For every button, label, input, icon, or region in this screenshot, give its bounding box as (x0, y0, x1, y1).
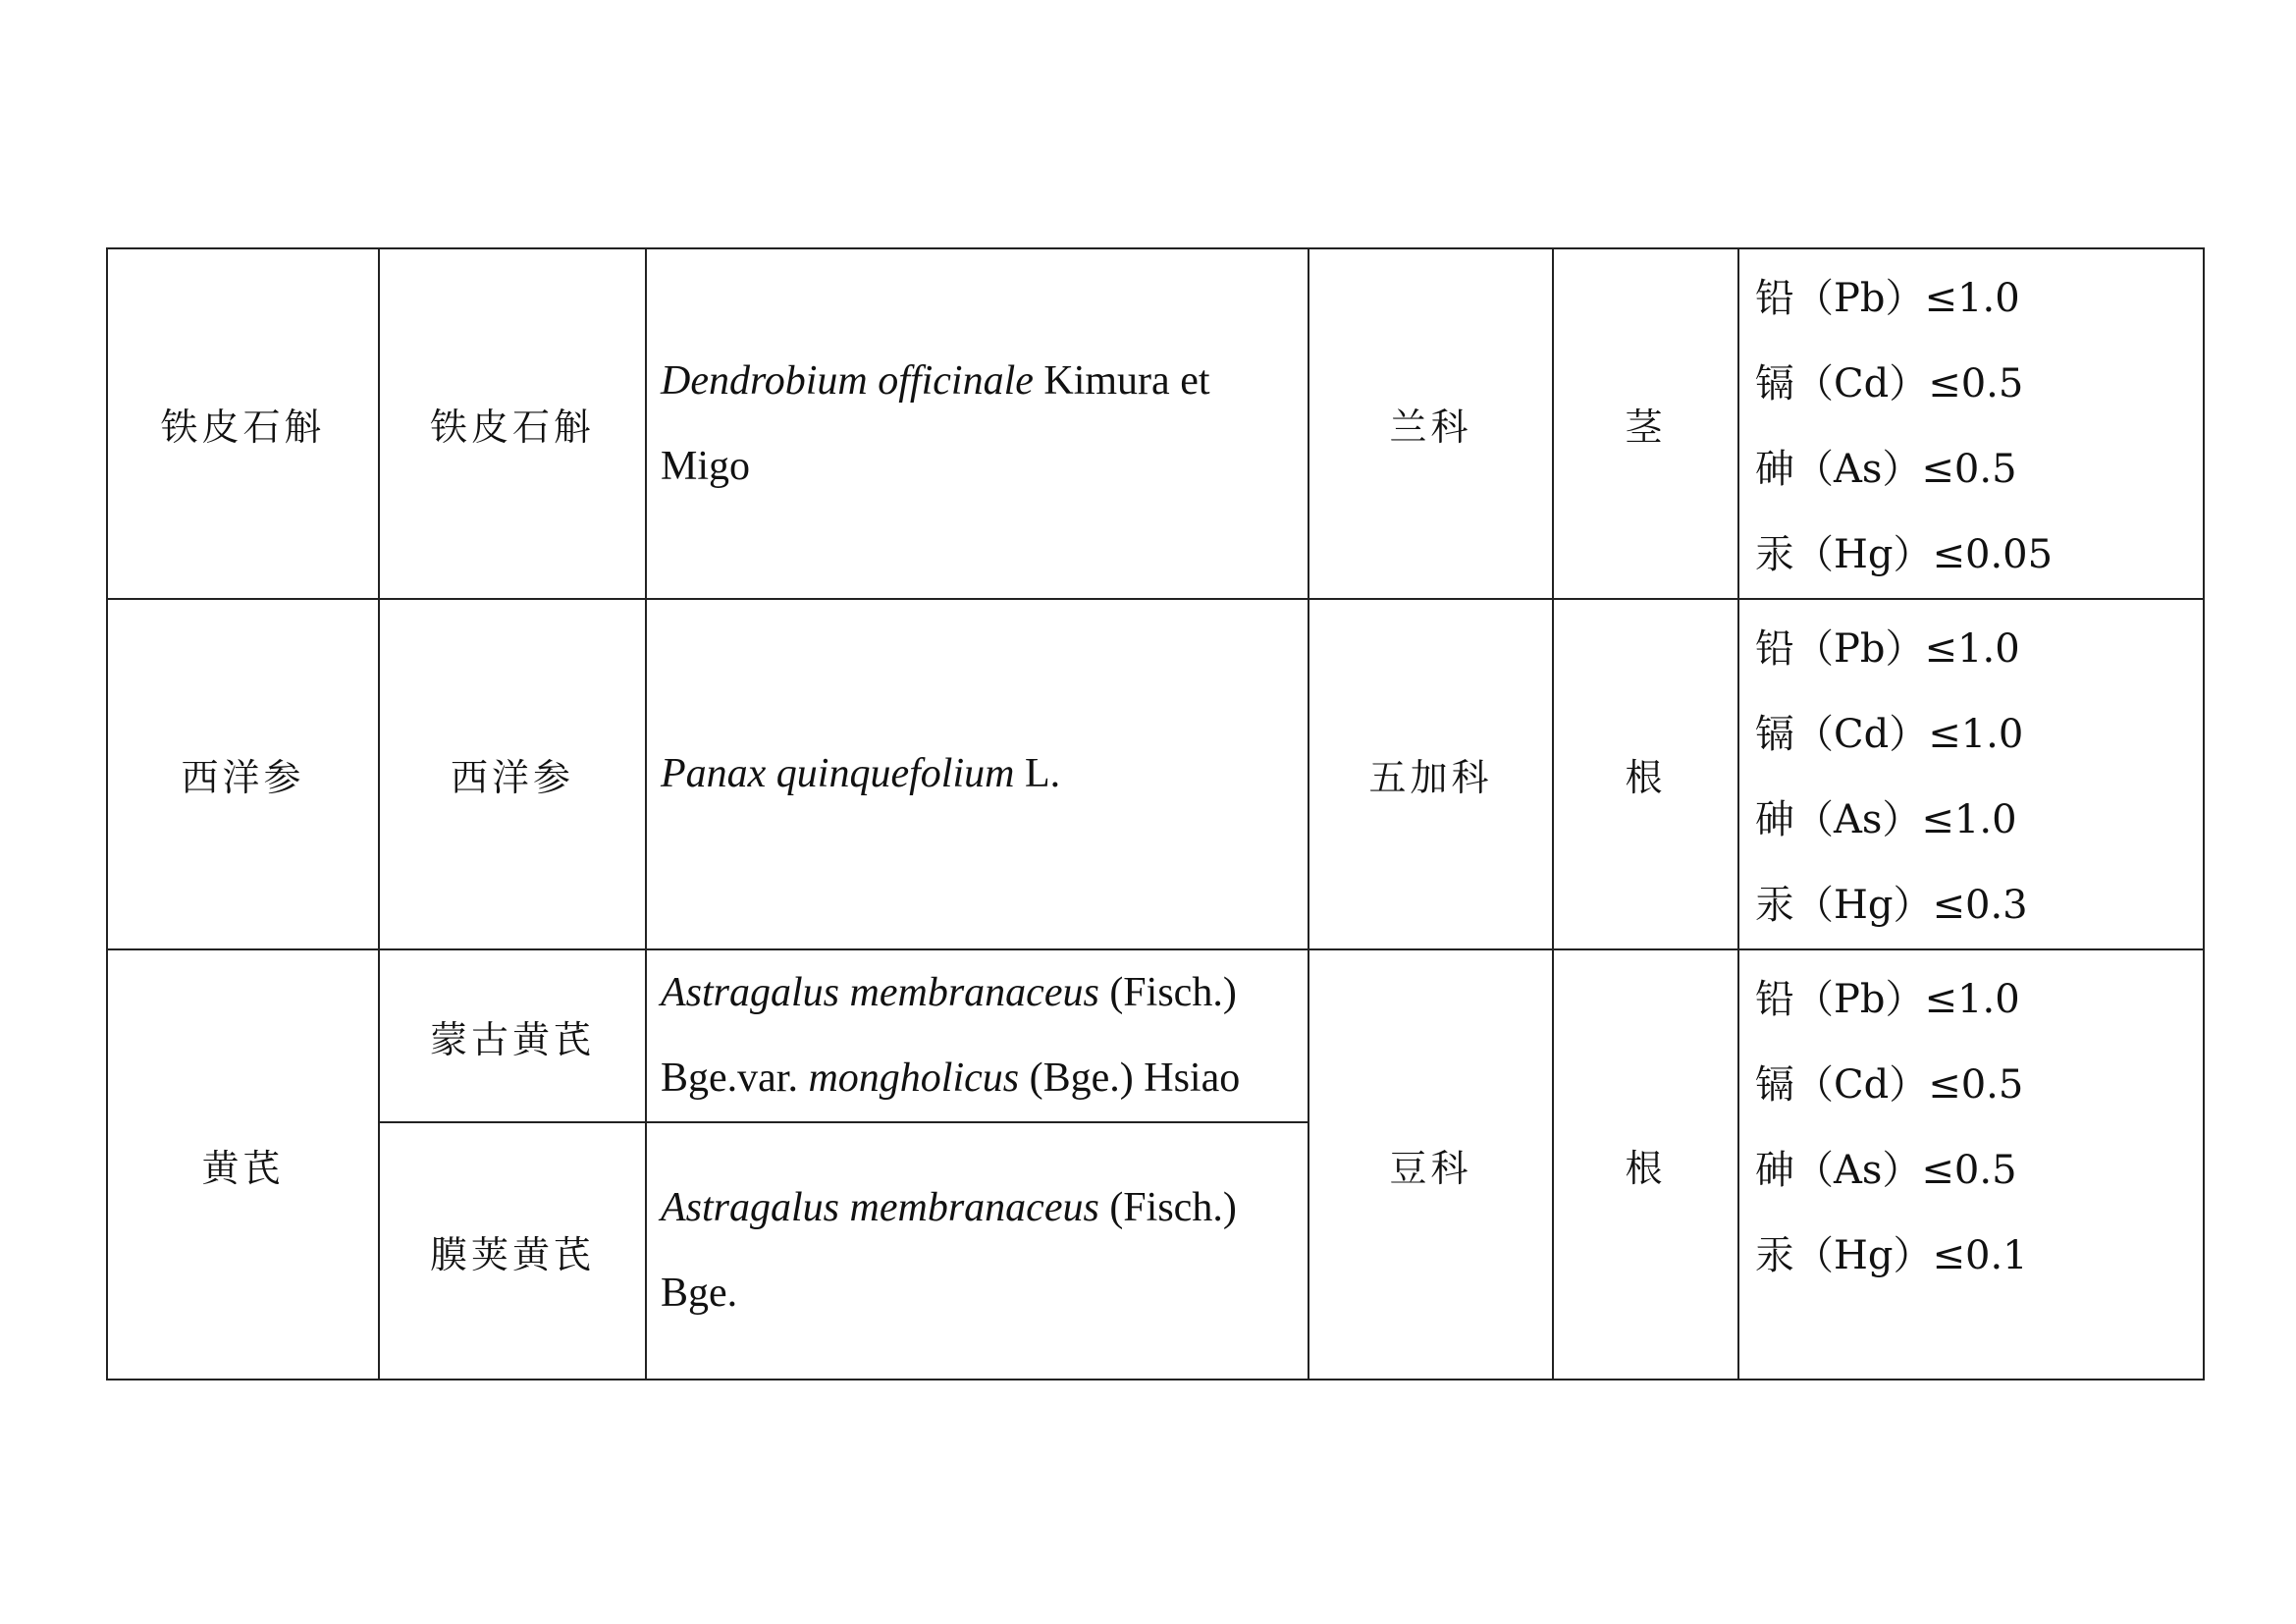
species-name-cell: 西洋参 (379, 599, 646, 949)
latin-genus-species: Panax quinquefolium (661, 751, 1015, 796)
table-row (107, 599, 2204, 949)
table-row (107, 949, 2204, 1122)
latin-author: (Fisch.) Bge. (661, 1185, 1237, 1316)
latin-variety: mongholicus (808, 1056, 1020, 1101)
common-name-cell: 铁皮石斛 (107, 248, 379, 599)
limit-lead: 铅（Pb）≤1.0 (1755, 276, 2020, 321)
limit-lead: 铅（Pb）≤1.0 (1755, 977, 2020, 1022)
heavy-metal-limits-cell (1738, 599, 2204, 949)
species-name-cell: 膜荚黄芪 (379, 1122, 646, 1380)
latin-genus-species: Astragalus membranaceus (661, 1185, 1099, 1230)
limit-mercury: 汞（Hg）≤0.3 (1755, 883, 2028, 928)
family-cell: 豆科 (1308, 949, 1553, 1380)
species-name-cell: 蒙古黄芪 (379, 949, 646, 1122)
limit-mercury: 汞（Hg）≤0.05 (1755, 532, 2054, 577)
common-name-cell: 西洋参 (107, 599, 379, 949)
medicinal-part-cell: 根 (1553, 949, 1738, 1380)
latin-author: Kimura et Migo (661, 357, 1210, 489)
latin-genus-species: Dendrobium officinale (661, 357, 1034, 404)
limit-mercury: 汞（Hg）≤0.1 (1755, 1233, 2028, 1278)
limit-cadmium: 镉（Cd）≤1.0 (1755, 712, 2024, 757)
common-name-cell: 黄芪 (107, 949, 379, 1380)
latin-genus-species: Astragalus membranaceus (661, 970, 1099, 1015)
species-name-cell: 铁皮石斛 (379, 248, 646, 599)
latin-name-cell (646, 599, 1308, 949)
limit-arsenic: 砷（As）≤0.5 (1755, 1148, 2017, 1193)
limit-arsenic: 砷（As）≤0.5 (1755, 447, 2017, 492)
latin-name-cell (646, 248, 1308, 599)
heavy-metal-limits-cell (1738, 248, 2204, 599)
latin-variety-author: (Bge.) Hsiao (1019, 1056, 1241, 1101)
latin-author: (Fisch.) (1098, 970, 1237, 1015)
limit-cadmium: 镉（Cd）≤0.5 (1755, 361, 2024, 406)
family-cell: 五加科 (1308, 599, 1553, 949)
limit-lead: 铅（Pb）≤1.0 (1755, 626, 2020, 672)
family-cell: 兰科 (1308, 248, 1553, 599)
herb-heavy-metal-table (106, 247, 2205, 1380)
limit-arsenic: 砷（As）≤1.0 (1755, 797, 2017, 842)
latin-name-cell (646, 1122, 1308, 1380)
medicinal-part-cell: 茎 (1553, 248, 1738, 599)
limit-cadmium: 镉（Cd）≤0.5 (1755, 1062, 2024, 1108)
latin-author: L. (1014, 751, 1061, 796)
medicinal-part-cell: 根 (1553, 599, 1738, 949)
latin-name-cell (646, 949, 1308, 1122)
heavy-metal-limits-cell (1738, 949, 2204, 1380)
latin-variety-prefix: Bge.var. (661, 1056, 809, 1101)
table-row (107, 248, 2204, 599)
